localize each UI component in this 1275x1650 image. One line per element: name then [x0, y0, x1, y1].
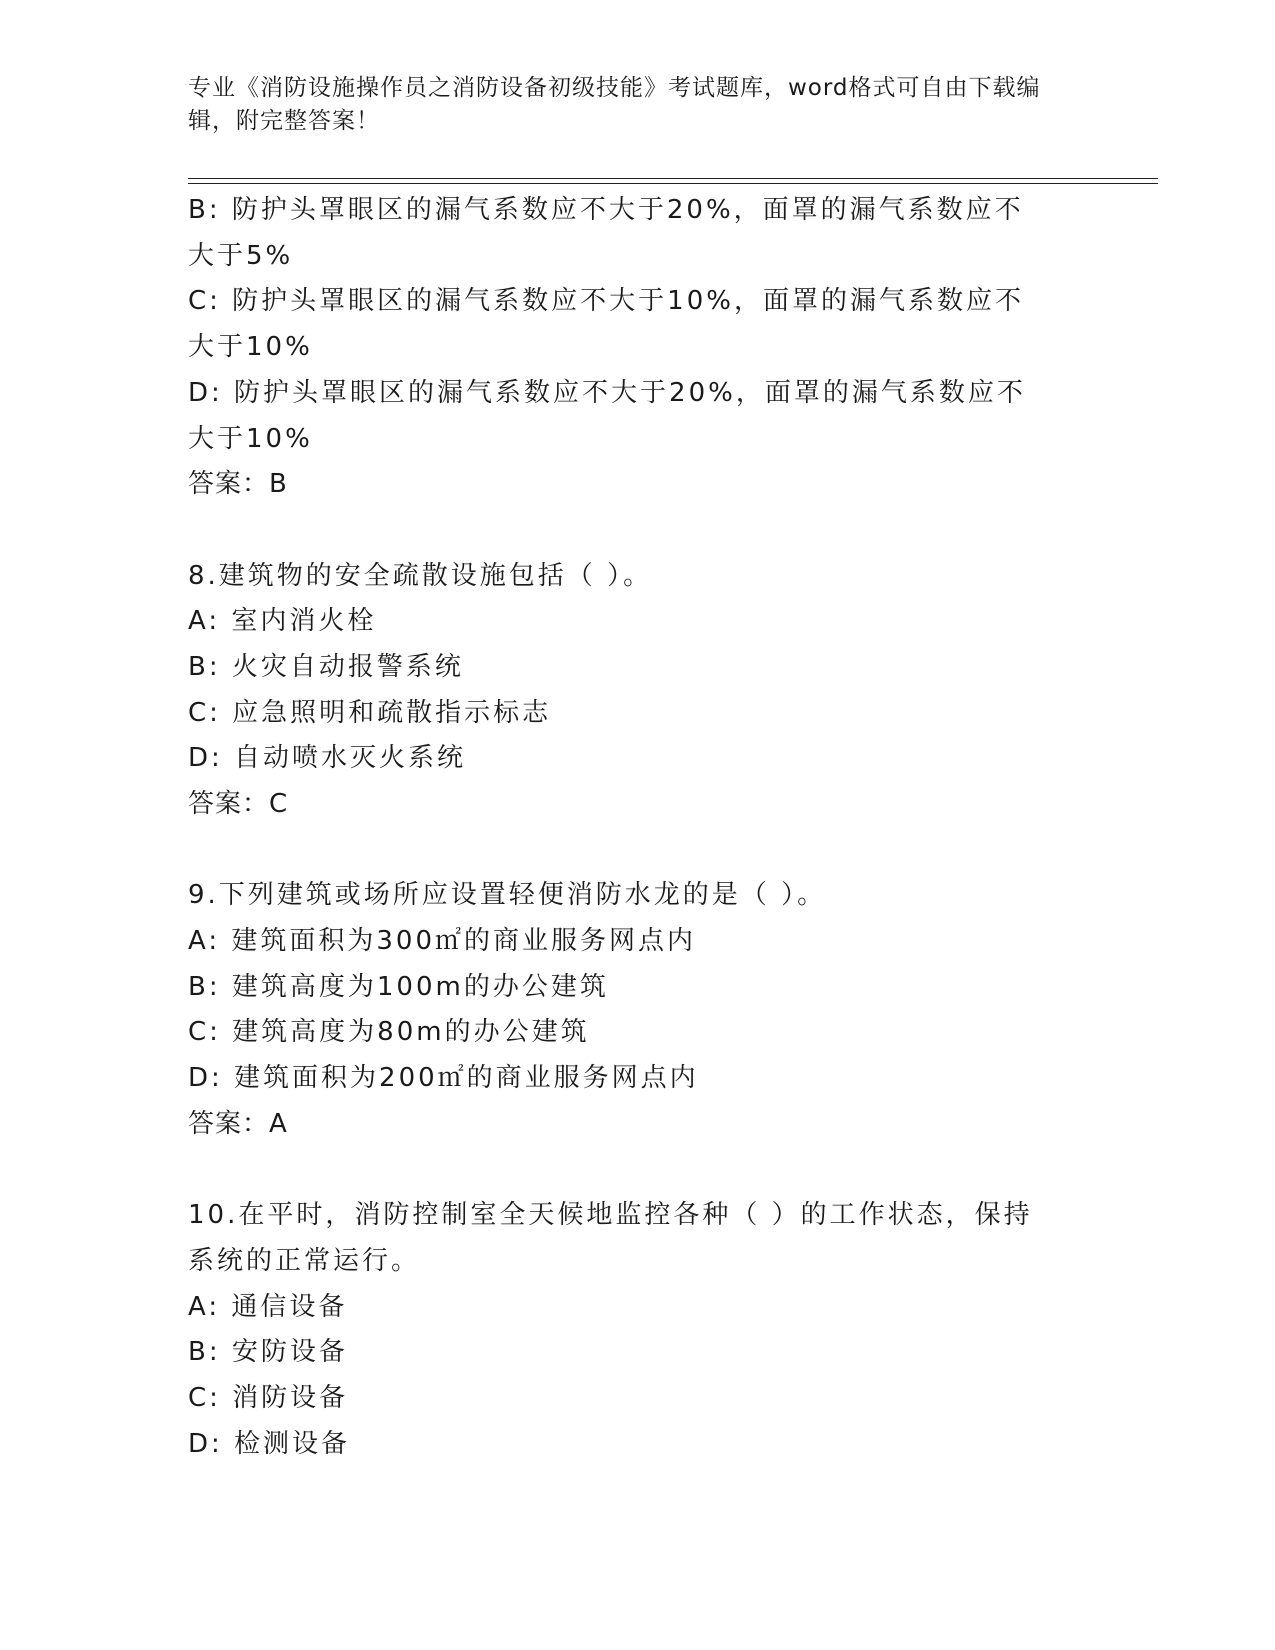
question-text: 10.在平时，消防控制室全天候地监控各种（ ）的工作状态，保持系统的正常运行。: [188, 1200, 1033, 1276]
question-7: [188, 188, 1088, 508]
option-d: D: 防护头罩眼区的漏气系数应不大于20%，面罩的漏气系数应不大于10%: [188, 377, 1026, 454]
spacer: [188, 1148, 1088, 1194]
answer-label: 答案：A: [188, 1108, 288, 1139]
option-b: B: 火灾自动报警系统: [188, 651, 464, 682]
question-9: [188, 873, 1088, 1147]
option-b: B: 安防设备: [188, 1337, 348, 1368]
option-b: B: 建筑高度为100m的办公建筑: [188, 971, 609, 1002]
spacer: [188, 508, 1088, 554]
spacer: [188, 828, 1088, 874]
question-text: 8.建筑物的安全疏散设施包括（ ）。: [188, 560, 653, 591]
option-a: A: 室内消火栓: [188, 606, 377, 637]
option-a: A: 建筑面积为300㎡的商业服务网点内: [188, 926, 696, 957]
option-c: C: 消防设备: [188, 1383, 349, 1413]
document-header: 专业《消防设施操作员之消防设备初级技能》考试题库，word格式可自由下载编辑，附完整答案！: [188, 75, 1041, 134]
option-d: D: 检测设备: [188, 1428, 351, 1459]
option-a: A: 通信设备: [188, 1291, 348, 1322]
question-text: 9.下列建筑或场所应设置轻便消防水龙的是（ ）。: [188, 880, 827, 911]
option-b: B: 防护头罩眼区的漏气系数应不大于20%，面罩的漏气系数应不大于5%: [188, 195, 1024, 271]
option-c: C: 应急照明和疏散指示标志: [188, 697, 552, 728]
option-c: C: 防护头罩眼区的漏气系数应不大于10%，面罩的漏气系数应不大于10%: [188, 286, 1024, 363]
option-d: D: 建筑面积为200㎡的商业服务网点内: [188, 1063, 699, 1094]
header-rule-top: [188, 178, 1158, 179]
option-d: D: 自动喷水灭火系统: [188, 743, 467, 774]
answer-label: 答案：B: [188, 469, 288, 500]
question-8: [188, 554, 1088, 828]
answer-label: 答案：C: [188, 789, 289, 820]
header-rule-bottom: [188, 183, 1158, 184]
option-c: C: 建筑高度为80m的办公建筑: [188, 1017, 590, 1048]
question-content: [188, 188, 1088, 1467]
question-10: [188, 1193, 1088, 1467]
